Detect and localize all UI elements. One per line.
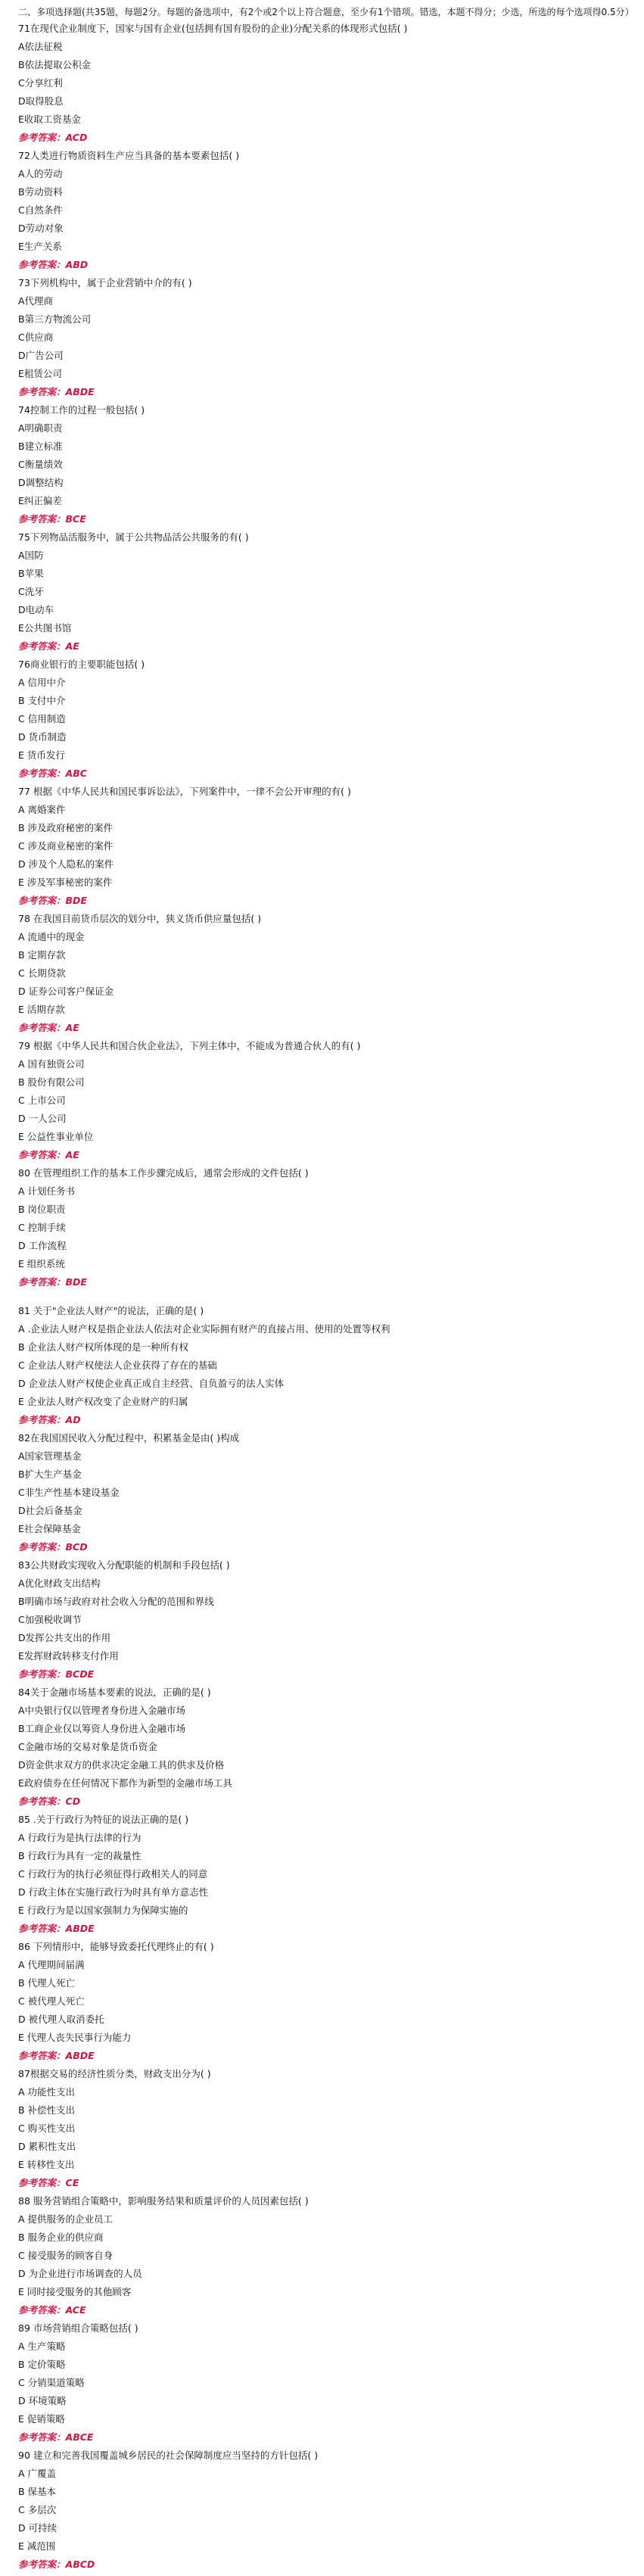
answer-option: E公共图书馆 [18,622,72,634]
answer-option: B 股份有限公司 [18,1076,85,1088]
reference-answer [18,510,639,528]
reference-answer [18,2556,639,2574]
question-block [18,656,639,783]
answer-option: B 服务企业的供应商 [18,2232,104,2243]
answer-option: D 累积性支出 [18,2141,76,2152]
answer-option: C自然条件 [18,204,63,216]
answer-value: AE [65,1022,79,1033]
answer-option: C 涉及商业秘密的案件 [18,840,114,852]
answer-label: 参考答案： [18,132,66,143]
question-block [18,1684,639,1811]
answer-option: E 企业法人财产权改变了企业财产的归属 [18,1396,188,1407]
answer-option: D 被代理人取消委托 [18,2014,104,2025]
answer-option: B劳动资料 [18,186,63,198]
answer-option: B扩大生产基金 [18,1469,82,1480]
answer-option: A .企业法人财产权是指企业法人依法对企业实际拥有财产的直接占用、使用的处置等权利 [18,1323,390,1335]
answer-option: C 接受服务的顾客自身 [18,2250,114,2261]
answer-label: 参考答案： [18,386,66,397]
answer-option: D 企业法人财产权使企业真正成自主经营、自负盈亏的法人实体 [18,1378,285,1389]
reference-answer [18,2047,639,2065]
answer-option: B建立标准 [18,441,63,452]
answer-option: D取得股息 [18,95,64,107]
question-stem: 82在我国国民收入分配过程中，积累基金是由( )构成 [18,1432,240,1444]
question-block [18,2192,639,2319]
answer-option: C 行政行为的执行必须征得行政相关人的同意 [18,1868,208,1880]
question-stem: 74控制工作的过程一般包括( ) [18,404,145,416]
answer-option: C 上市公司 [18,1095,66,1106]
question-stem: 81 关于"企业法人财产"的说法，正确的是( ) [18,1305,204,1316]
answer-option: A 代理期间届满 [18,1959,85,1970]
answer-label: 参考答案： [18,1668,66,1680]
question-block [18,1164,639,1291]
reference-answer [18,1146,639,1164]
answer-option: E 涉及军事秘密的案件 [18,877,113,888]
answer-label: 参考答案： [18,513,66,525]
answer-option: B 支付中介 [18,695,66,706]
answer-option: B 补偿性支出 [18,2104,76,2116]
reference-answer [18,256,639,274]
answer-option: B苹果 [18,568,44,579]
question-stem: 90 建立和完善我国覆盖城乡居民的社会保障制度应当坚持的方针包括( ) [18,2450,319,2461]
question-block [18,1938,639,2065]
question-stem: 75下列物品活服务中，属于公共物品活公共服务的有( ) [18,531,249,543]
question-block [18,1811,639,1938]
question-block [18,528,639,656]
question-stem: 84关于金融市场基本要素的说法，正确的是( ) [18,1687,211,1698]
answer-option: A明确职责 [18,422,63,434]
answer-label: 参考答案： [18,1022,66,1033]
question-stem: 80 在管理组织工作的基本工作步骤完成后，通常会形成的文件包括( ) [18,1167,309,1179]
question-stem: 83公共财政实现收入分配职能的机制和手段包括( ) [18,1559,230,1571]
answer-value: BDE [65,895,87,906]
section-header: 二、多项选择题(共35题，每题2分。每题的备选项中，有2个或2个以上符合题意，至少有1个错项。错选，本题不得分；少选，所选的每个选项得0.5分） [18,7,634,17]
answer-value: BCE [65,513,86,525]
answer-option: D 涉及个人隐私的案件 [18,858,114,870]
answer-value: ABCD [65,2559,95,2570]
answer-option: A国防 [18,550,44,561]
reference-answer [18,2428,639,2447]
question-block [18,1037,639,1164]
answer-value: ACE [65,2304,86,2316]
answer-value: ABCE [65,2431,94,2443]
answer-option: D 货币制造 [18,731,67,743]
answer-option: D资金供求双方的供求决定金融工具的供求及价格 [18,1759,225,1771]
question-list [18,20,639,2574]
answer-label: 参考答案： [18,1541,66,1553]
answer-option: C 购买性支出 [18,2123,76,2134]
question-stem: 88 服务营销组合策略中，影响服务结果和质量评价的人员因素包括( ) [18,2195,309,2207]
question-block [18,274,639,401]
reference-answer [18,129,639,147]
answer-label: 参考答案： [18,2559,66,2570]
answer-option: A 生产策略 [18,2341,66,2352]
answer-value: ABDE [65,386,95,397]
answer-option: A 功能性支出 [18,2086,76,2098]
answer-option: D 可持续 [18,2522,58,2534]
answer-option: D发挥公共支出的作用 [18,1632,111,1643]
question-block [18,1302,639,1429]
answer-value: ABC [65,768,87,779]
answer-option: C洗牙 [18,586,44,597]
answer-option: C 多层次 [18,2504,57,2515]
answer-option: B依法提取公积金 [18,59,92,70]
answer-option: D 环境策略 [18,2395,67,2406]
answer-option: C 分销渠道策略 [18,2377,85,2388]
answer-option: A国家管理基金 [18,1450,82,1462]
answer-option: B 涉及政府秘密的案件 [18,822,114,833]
answer-option: E政府债券在任何情况下都作为新型的金融市场工具 [18,1777,232,1789]
answer-value: AD [65,1414,81,1425]
answer-option: D社会后备基金 [18,1505,82,1516]
question-stem: 79 根据《中华人民共和国合伙企业法》，下列主体中，不能成为普通合伙人的有( ) [18,1040,361,1051]
answer-option: C分享红利 [18,77,63,89]
question-block [18,2065,639,2192]
answer-option: A 信用中介 [18,677,66,688]
answer-option: C 长期贷款 [18,967,66,979]
answer-option: E发挥财政转移支付作用 [18,1650,119,1662]
reference-answer [18,892,639,910]
reference-answer [18,637,639,656]
answer-option: E 组织系统 [18,1258,65,1269]
answer-label: 参考答案： [18,1796,66,1807]
reference-answer [18,2301,639,2319]
answer-label: 参考答案： [18,895,66,906]
reference-answer [18,1273,639,1291]
answer-option: B工商企业仅以筹资人身份进入金融市场 [18,1723,186,1734]
answer-value: CD [65,1796,81,1807]
reference-answer [18,1665,639,1684]
question-block [18,783,639,910]
answer-option: C供应商 [18,332,54,343]
answer-option: B第三方物流公司 [18,313,92,325]
answer-value: ABD [65,259,89,270]
answer-label: 参考答案： [18,2177,66,2188]
answer-option: A代理商 [18,295,54,307]
answer-option: D 行政主体在实施行政行为时具有单方意志性 [18,1886,209,1898]
answer-label: 参考答案： [18,640,66,652]
reference-answer [18,1920,639,1938]
answer-option: D电动车 [18,604,54,615]
answer-option: E纠正偏差 [18,495,62,506]
answer-option: E 行政行为是以国家强制力为保障实施的 [18,1905,188,1916]
question-stem: 78 在我国目前货币层次的划分中，狭义货币供应量包括( ) [18,913,262,924]
answer-option: B明确市场与政府对社会收入分配的范围和界线 [18,1596,214,1607]
answer-option: C衡量绩效 [18,459,63,470]
answer-label: 参考答案： [18,1149,66,1160]
answer-option: B 定期存款 [18,949,66,961]
answer-option: E生产关系 [18,241,62,252]
answer-option: D调整结构 [18,477,64,488]
answer-option: D劳动对象 [18,223,64,234]
answer-option: E 活期存款 [18,1004,65,1015]
question-stem: 86 下列情形中，能够导致委托代理终止的有( ) [18,1941,214,1952]
question-block [18,20,639,147]
answer-label: 参考答案： [18,1923,66,1934]
answer-option: A 广覆盖 [18,2468,57,2479]
answer-option: B 岗位职责 [18,1204,66,1215]
answer-option: B 行政行为具有一定的裁量性 [18,1850,142,1861]
answer-option: E 公益性事业单位 [18,1131,94,1142]
answer-option: B 代理人死亡 [18,1977,76,1989]
reference-answer [18,1793,639,1811]
answer-option: B 保基本 [18,2486,57,2497]
answer-label: 参考答案： [18,2050,66,2061]
question-stem: 71在现代企业制度下，国家与国有企业(包括拥有国有股份的企业)分配关系的体现形式包括( ) [18,23,408,34]
reference-answer [18,383,639,401]
question-block [18,1556,639,1684]
answer-option: A 计划任务书 [18,1185,76,1197]
answer-option: A 国有独资公司 [18,1058,85,1070]
section-gap [18,1291,639,1302]
answer-value: ABDE [65,1923,95,1934]
answer-option: A 流通中的现金 [18,931,85,942]
answer-option: A 提供服务的企业员工 [18,2213,114,2225]
answer-option: A优化财政支出结构 [18,1578,101,1589]
question-stem: 89 市场营销组合策略包括( ) [18,2322,138,2334]
answer-option: C 信用制造 [18,713,66,724]
question-block [18,1429,639,1556]
question-block [18,147,639,274]
answer-label: 参考答案： [18,1276,66,1288]
answer-option: E收取工资基金 [18,114,81,125]
answer-label: 参考答案： [18,1414,66,1425]
answer-option: D广告公司 [18,350,64,361]
answer-option: A依法征税 [18,41,63,52]
answer-option: C 被代理人死亡 [18,1995,85,2007]
answer-option: E 代理人丧失民事行为能力 [18,2032,132,2043]
question-stem: 85 .关于行政行为特征的说法正确的是( ) [18,1814,189,1825]
answer-option: D 为企业进行市场调查的人员 [18,2268,142,2279]
question-block [18,401,639,528]
answer-value: BCD [65,1541,88,1553]
answer-option: A 离婚案件 [18,804,66,815]
answer-value: AE [65,1149,79,1160]
answer-option: D 证券公司客户保证金 [18,986,114,997]
answer-option: D 一人公司 [18,1113,67,1124]
answer-label: 参考答案： [18,768,66,779]
answer-option: E租赁公司 [18,368,62,379]
answer-option: C加强税收调节 [18,1614,82,1625]
reference-answer [18,1411,639,1429]
question-block [18,910,639,1037]
answer-value: ACD [65,132,88,143]
answer-value: AE [65,640,79,652]
answer-value: CE [65,2177,79,2188]
question-block [18,2319,639,2447]
answer-option: B 企业法人财产权所体现的是一种所有权 [18,1341,189,1353]
answer-value: BCDE [65,1668,95,1680]
answer-option: E 同时接受服务的其他顾客 [18,2286,132,2297]
answer-option: C金融市场的交易对象是货币资金 [18,1741,157,1752]
answer-value: BDE [65,1276,87,1288]
reference-answer [18,1538,639,1556]
answer-option: C 控制手续 [18,1222,66,1233]
answer-option: C 企业法人财产权使法人企业获得了存在的基础 [18,1360,217,1371]
answer-option: E 促销策略 [18,2413,65,2425]
answer-option: B 定价策略 [18,2359,66,2370]
answer-value: ABDE [65,2050,95,2061]
answer-label: 参考答案： [18,2304,66,2316]
answer-option: E 减范围 [18,2540,56,2552]
reference-answer [18,2174,639,2192]
question-stem: 87根据交易的经济性质分类，财政支出分为( ) [18,2068,211,2079]
reference-answer [18,1019,639,1037]
question-stem: 77 根据《中华人民共和国民事诉讼法》，下列案件中，一律不会公开审理的有( ) [18,786,351,797]
answer-option: A中央银行仅以管理者身份进入金融市场 [18,1705,186,1716]
answer-option: C非生产性基本建设基金 [18,1487,120,1498]
answer-label: 参考答案： [18,2431,66,2443]
answer-option: E 货币发行 [18,749,65,761]
answer-option: D 工作流程 [18,1240,67,1251]
question-stem: 76商业银行的主要职能包括( ) [18,659,145,670]
question-stem: 73下列机构中，属于企业营销中介的有( ) [18,277,192,288]
answer-option: E社会保障基金 [18,1523,81,1534]
answer-option: A人的劳动 [18,168,63,179]
question-block [18,2447,639,2574]
answer-label: 参考答案： [18,259,66,270]
reference-answer [18,765,639,783]
question-stem: 72人类进行物质资料生产应当具备的基本要素包括( ) [18,150,240,161]
answer-option: E 转移性支出 [18,2159,75,2170]
answer-option: A 行政行为是执行法律的行为 [18,1832,142,1843]
